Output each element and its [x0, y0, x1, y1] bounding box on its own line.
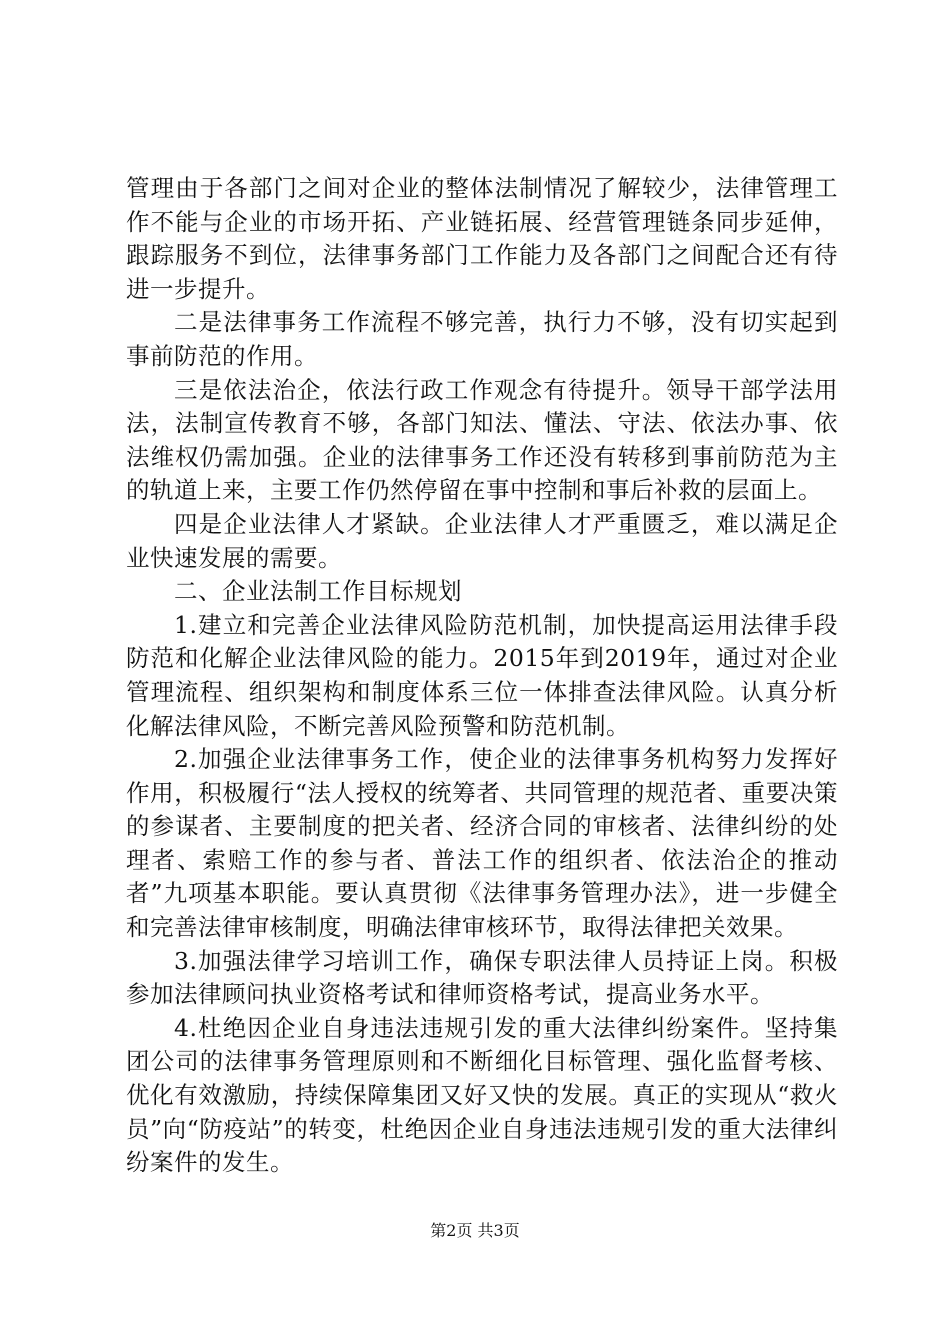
paragraph-item-4: 4.杜绝因企业自身违法违规引发的重大法律纠纷案件。坚持集团公司的法律事务管理原则和不断细化目标管理、强化监督考核、优化有效激励，持续保障集团又好又快的发展。真正的实现从“救火员”向“防疫站”的转变，杜绝因企业自身违法违规引发的重大法律纠纷案件的发生。 — [126, 1013, 838, 1177]
paragraph-4: 四是企业法律人才紧缺。企业法律人才严重匮乏，难以满足企业快速发展的需要。 — [126, 509, 838, 572]
document-body — [126, 172, 838, 1180]
paragraph-2: 二是法律事务工作流程不够完善，执行力不够，没有切实起到事前防范的作用。 — [126, 308, 838, 370]
paragraph-item-2: 2.加强企业法律事务工作，使企业的法律事务机构努力发挥好作用，积极履行“法人授权的统筹者、共同管理的规范者、重要决策的参谋者、主要制度的把关者、经济合同的审核者、法律纠纷的处理者、索赔工作的参与者、普法工作的组织者、依法治企的推动者”九项基本职能。要认真贯彻《法律事务管理办法》，进一步健全和完善法律审核制度，明确法律审核环节，取得法律把关效果。 — [126, 745, 838, 942]
paragraph-item-3: 3.加强法律学习培训工作，确保专职法律人员持证上岗。积极参加法律顾问执业资格考试和律师资格考试，提高业务水平。 — [126, 946, 838, 1009]
page-number-footer: 第2页 共3页 — [430, 1221, 520, 1240]
paragraph-1: 管理由于各部门之间对企业的整体法制情况了解较少，法律管理工作不能与企业的市场开拓、产业链拓展、经营管理链条同步延伸，跟踪服务不到位，法律事务部门工作能力及各部门之间配合还有待进一步提升。 — [126, 174, 838, 303]
paragraph-item-1: 1.建立和完善企业法律风险防范机制，加快提高运用法律手段防范和化解企业法律风险的能力。2015年到2019年，通过对企业管理流程、组织架构和制度体系三位一体排查法律风险。认真分析化解法律风险，不断完善风险预警和防范机制。 — [126, 610, 838, 740]
section-heading: 二、企业法制工作目标规划 — [174, 577, 462, 606]
paragraph-3: 三是依法治企，依法行政工作观念有待提升。领导干部学法用法，法制宣传教育不够，各部门知法、懂法、守法、依法办事、依法维权仍需加强。企业的法律事务工作还没有转移到事前防范为主的轨道上来，主要工作仍然停留在事中控制和事后补救的层面上。 — [126, 375, 838, 505]
